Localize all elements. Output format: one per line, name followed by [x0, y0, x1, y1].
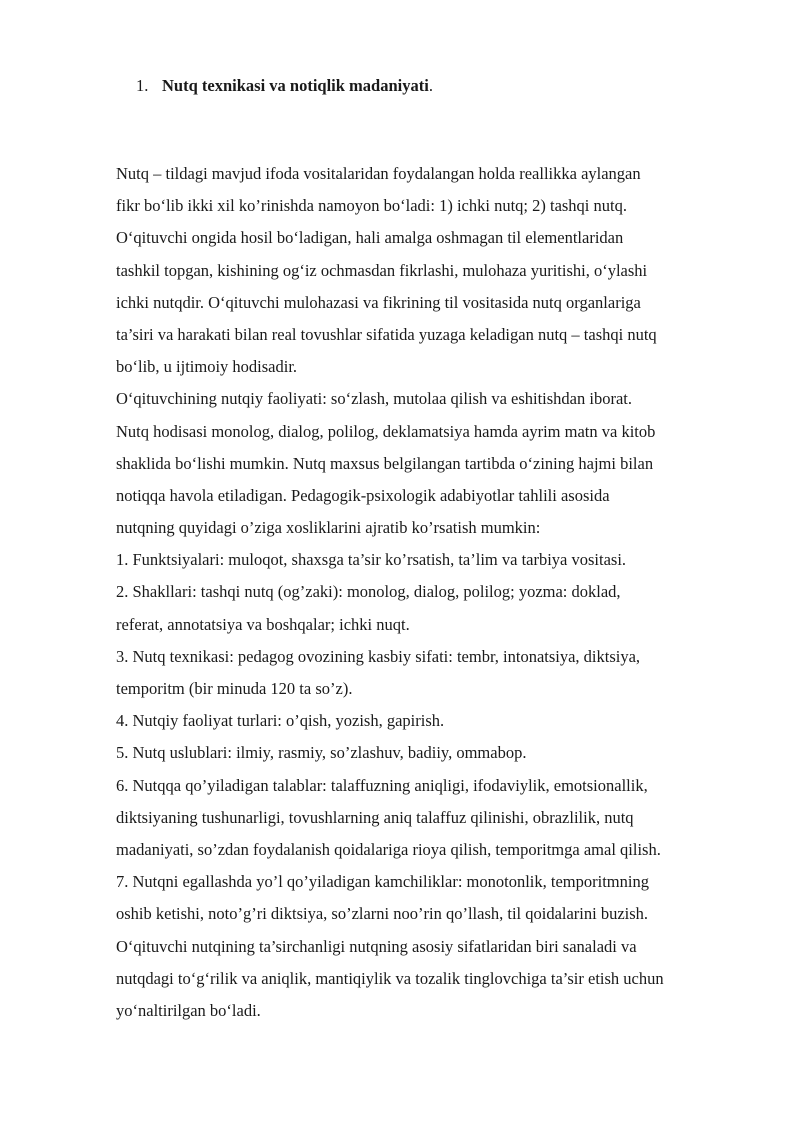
text-line: nutqning quyidagi o’ziga xosliklarini ajratib ko’rsatish mumkin:	[116, 518, 541, 538]
text-line: notiqqa havola etiladigan. Pedagogik-psixologik adabiyotlar tahlili asosida	[116, 485, 610, 505]
text-line: referat, annotatsiya va boshqalar; ichki nuqt.	[116, 614, 410, 634]
text-line: nutqdagi to‘g‘rilik va aniqlik, mantiqiylik va tozalik tinglovchiga ta’sir etish uchun	[116, 968, 664, 988]
text-line: bo‘lib, u ijtimoiy hodisadir.	[116, 357, 298, 377]
text-line: Nutq – tildagi mavjud ifoda vositalaridan foydalangan holda reallikka aylangan	[116, 164, 641, 183]
heading-number: 1.	[136, 76, 149, 95]
list-item-7: 7. Nutqni egallashda yo’l qo’yiladigan kamchiliklar: monotonlik, temporitmning	[116, 872, 649, 892]
list-item-5: 5. Nutq uslublari: ilmiy, rasmiy, so’zlashuv, badiiy, ommabop.	[116, 743, 527, 763]
text-line: yo‘naltirilgan bo‘ladi.	[116, 1000, 261, 1020]
list-item-4: 4. Nutqiy faoliyat turlari: o’qish, yozish, gapirish.	[116, 711, 445, 731]
list-item-6: 6. Nutqqa qo’yiladigan talablar: talaffuzning aniqligi, ifodaviylik, emotsionallik,	[116, 775, 648, 795]
list-item-3: 3. Nutq texnikasi: pedagog ovozining kasbiy sifati: tembr, intonatsiya, diktsiya,	[116, 646, 641, 666]
heading-title: Nutq texnikasi va notiqlik madaniyati	[162, 76, 429, 95]
heading-period: .	[428, 76, 433, 95]
text-line: madaniyati, so’zdan foydalanish qoidalariga rioya qilish, temporitmga amal qilish.	[116, 839, 661, 859]
list-item-1: 1. Funktsiyalari: muloqot, shaxsga ta’sir ko’rsatish, ta’lim va tarbiya vositasi.	[116, 550, 627, 570]
text-line: oshib ketishi, noto’g’ri diktsiya, so’zlarni noo’rin qo’llash, til qoidalarini buzish.	[116, 904, 649, 924]
text-line: tashkil topgan, kishining og‘iz ochmasdan fikrlashi, mulohaza yuritishi, o‘ylashi	[116, 260, 648, 280]
text-line: ta’siri va harakati bilan real tovushlar sifatida yuzaga keladigan nutq – tashqi nutq	[116, 324, 657, 344]
text-line: shaklida bo‘lishi mumkin. Nutq maxsus belgilangan tartibda o‘zining hajmi bilan	[116, 453, 654, 473]
text-line: Nutq hodisasi monolog, dialog, polilog, deklamatsiya hamda ayrim matn va kitob	[116, 421, 656, 441]
body-text	[116, 158, 756, 1027]
text-line: temporitm (bir minuda 120 ta so’z).	[116, 679, 353, 698]
section-heading	[136, 74, 433, 98]
text-line: fikr bo‘lib ikki xil ko’rinishda namoyon bo‘ladi: 1) ichki nutq; 2) tashqi nutq.	[116, 196, 627, 216]
text-line: O‘qituvchi ongida hosil bo‘ladigan, hali amalga oshmagan til elementlaridan	[116, 228, 624, 248]
text-line: ichki nutqdir. O‘qituvchi mulohazasi va fikrining til vositasida nutq organlariga	[116, 292, 641, 312]
text-line: O‘qituvchi nutqining ta’sirchanligi nutqning asosiy sifatlaridan biri sanaladi va	[116, 936, 637, 956]
text-line: O‘qituvchining nutqiy faoliyati: so‘zlash, mutolaa qilish va eshitishdan iborat.	[116, 389, 632, 409]
list-item-2: 2. Shakllari: tashqi nutq (og’zaki): monolog, dialog, polilog; yozma: doklad,	[116, 582, 621, 602]
text-line: diktsiyaning tushunarligi, tovushlarning aniq talaffuz qilinishi, obrazlilik, nutq	[116, 807, 634, 827]
